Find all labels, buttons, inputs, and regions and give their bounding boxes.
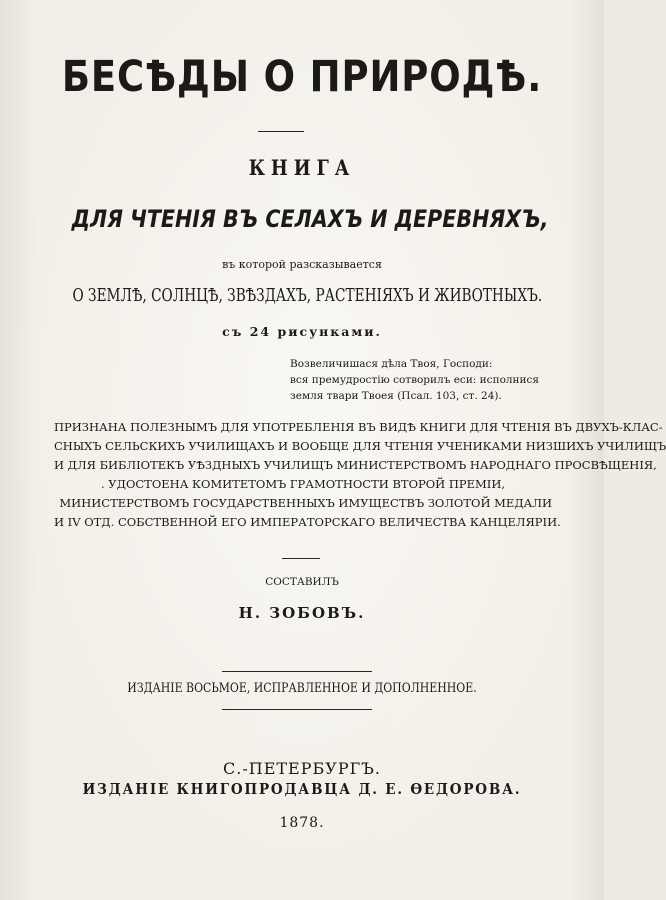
approval-line: . УДОСТОЕНА КОМИТЕТОМЪ ГРАМОТНОСТИ ВТОРОЙ ПРЕМІИ, [100,477,506,491]
publication-year: 1878. [279,815,325,831]
subtitle-illustrations: съ 24 рисунками. [222,324,382,339]
approval-line: МИНИСТЕРСТВОМЪ ГОСУДАРСТВЕННЫХЪ ИМУЩЕСТВЪ ЗОЛОТОЙ МЕДАЛИ [59,496,552,510]
approval-line: СНЫХЪ СЕЛЬСКИХЪ УЧИЛИЩАХЪ И ВООБЩЕ ДЛЯ ЧТЕНІЯ УЧЕНИКАМИ НИЗШИХЪ УЧИЛИЩЪ [54,439,666,453]
approval-line: И IV ОТД. СОБСТВЕННОЙ ЕГО ИМПЕРАТОРСКАГО ВЕЛИЧЕСТВА КАНЦЕЛЯРІИ. [54,515,561,529]
subtitle-topics: О ЗЕМЛѢ, СОЛНЦѢ, ЗВѢЗДАХЪ, РАСТЕНІЯХЪ И ЖИВОТНЫХЪ. [72,285,543,306]
approval-block [54,418,666,532]
approval-line: ПРИЗНАНА ПОЛЕЗНЫМЪ ДЛЯ УПОТРЕБЛЕНІЯ ВЪ ВИДѢ КНИГИ ДЛЯ ЧТЕНІЯ ВЪ ДВУХЪ-КЛАС- [54,420,663,434]
author-name: Н. ЗОБОВЪ. [238,604,366,622]
book-title: БЕСѢДЫ О ПРИРОДѢ. [61,52,543,102]
epigraph-line: земля твари Твоея (Псал. 103, ст. 24). [290,390,502,402]
publisher: ИЗДАНІЕ КНИГОПРОДАВЦА Д. Е. ѲЕДОРОВА. [82,780,522,798]
epigraph [290,356,576,404]
publication-city: С.-ПЕТЕРБУРГЪ. [223,759,381,778]
subtitle-which: въ которой разсказывается [222,258,382,271]
edition-note: ИЗДАНІЕ ВОСЬМОЕ, ИСПРАВЛЕННОЕ И ДОПОЛНЕННОЕ. [127,681,477,696]
subtitle-book: КНИГА [248,155,356,180]
epigraph-line: вся премудростію сотворилъ еси: исполнися [290,374,540,386]
approval-divider [282,558,320,559]
edition-rule-bottom [222,709,372,710]
approval-line: И ДЛЯ БИБЛІОТЕКЪ УѢЗДНЫХЪ УЧИЛИЩЪ МИНИСТЕРСТВОМЪ НАРОДНАГО ПРОСВѢЩЕНІЯ, [54,458,657,472]
title-divider [258,131,304,132]
subtitle-reading: ДЛЯ ЧТЕНІЯ ВЪ СЕЛАХЪ И ДЕРЕВНЯХЪ, [71,205,549,233]
epigraph-line: Возвеличишася дѣла Твоя, Господи: [290,358,493,370]
compiler-label: СОСТАВИЛЪ [265,576,339,588]
edition-rule-top [222,671,372,672]
